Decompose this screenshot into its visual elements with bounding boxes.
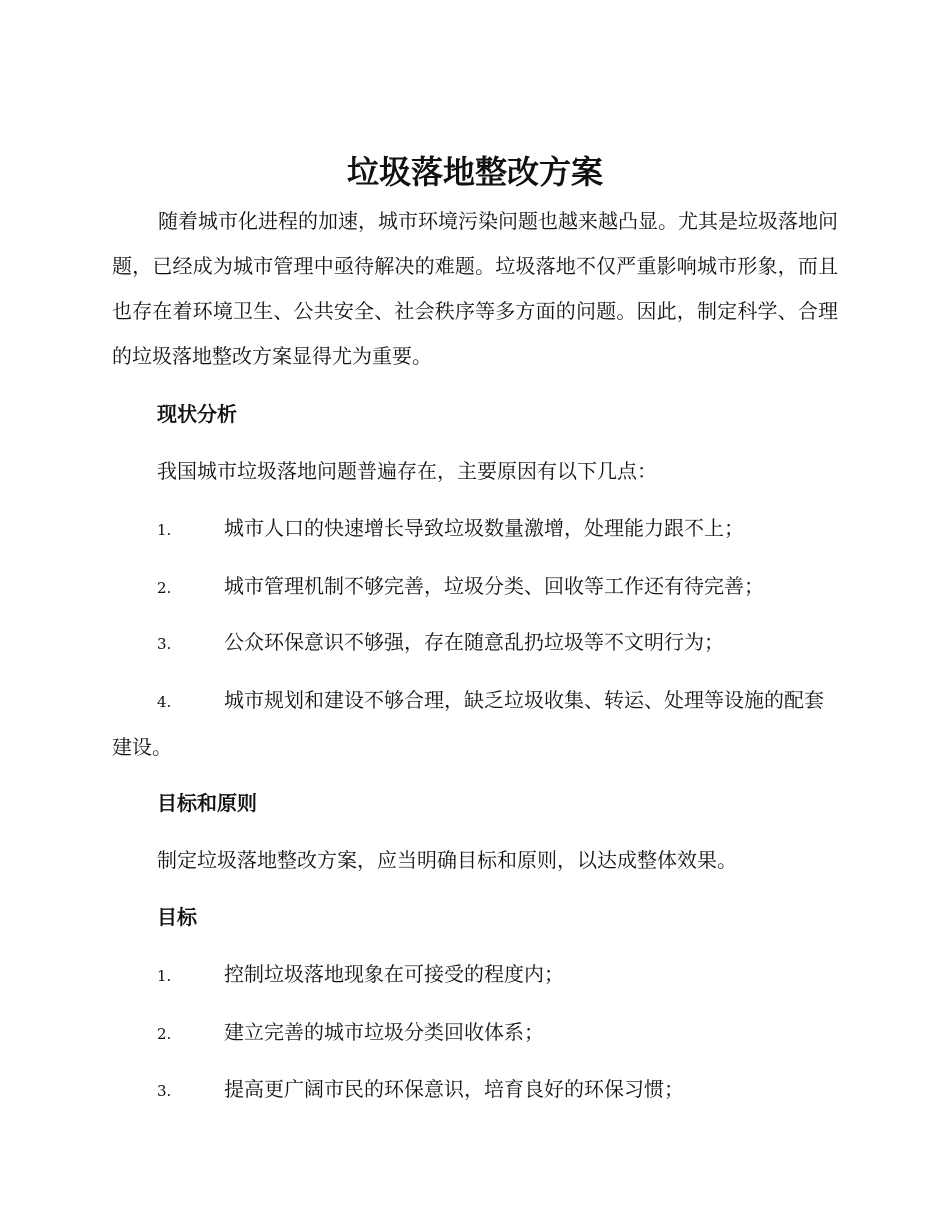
list-number: 2. xyxy=(157,1025,172,1043)
list-item xyxy=(112,678,838,770)
list-item-text: 公众环保意识不够强，存在随意乱扔垃圾等不文明行为； xyxy=(224,630,724,654)
intro-paragraph: 随着城市化进程的加速，城市环境污染问题也越来越凸显。尤其是垃圾落地问题，已经成为城市管理中亟待解决的难题。垃圾落地不仅严重影响城市形象，而且也存在着环境卫生、公共安全、社会秩序等多方面的问题。因此，制定科学、合理的垃圾落地整改方案显得尤为重要。 xyxy=(112,209,838,368)
status-lead-paragraph: 我国城市垃圾落地问题普遍存在，主要原因有以下几点： xyxy=(157,459,657,483)
document-title: 垃圾落地整改方案 xyxy=(346,153,603,191)
list-item xyxy=(112,1067,838,1114)
list-item-text: 控制垃圾落地现象在可接受的程度内； xyxy=(224,962,564,986)
section-heading-goals: 目标和原则 xyxy=(157,791,257,815)
list-item-text: 城市规划和建设不够合理，缺乏垃圾收集、转运、处理等设施的配套建设。 xyxy=(112,688,824,759)
section-heading-status: 现状分析 xyxy=(157,402,237,426)
list-item-text: 建立完善的城市垃圾分类回收体系； xyxy=(224,1020,544,1044)
list-number: 1. xyxy=(157,967,172,985)
list-number: 4. xyxy=(157,693,172,711)
list-item-text: 城市管理机制不够完善，垃圾分类、回收等工作还有待完善； xyxy=(224,574,764,598)
list-number: 3. xyxy=(157,1082,172,1100)
list-number: 1. xyxy=(157,521,172,539)
list-item xyxy=(112,506,838,553)
list-item xyxy=(112,1010,838,1057)
list-item-text: 提高更广阔市民的环保意识，培育良好的环保习惯； xyxy=(224,1077,684,1101)
list-item-text: 城市人口的快速增长导致垃圾数量激增，处理能力跟不上； xyxy=(224,516,744,540)
list-item xyxy=(112,564,838,611)
list-number: 3. xyxy=(157,635,172,653)
list-item xyxy=(112,952,838,999)
list-number: 2. xyxy=(157,579,172,597)
section-heading-target: 目标 xyxy=(157,905,197,929)
goals-lead-paragraph: 制定垃圾落地整改方案，应当明确目标和原则，以达成整体效果。 xyxy=(157,848,737,872)
list-item xyxy=(112,620,838,667)
